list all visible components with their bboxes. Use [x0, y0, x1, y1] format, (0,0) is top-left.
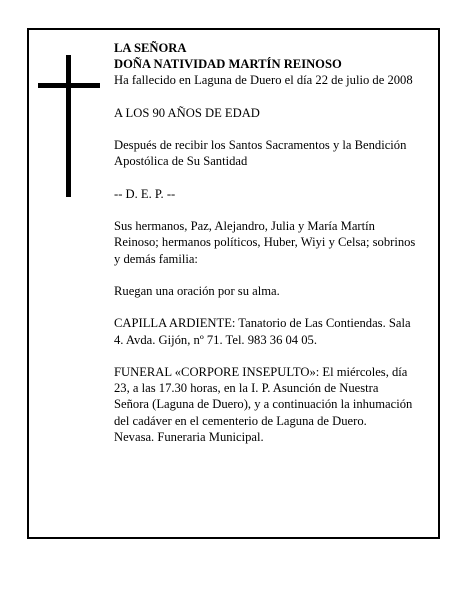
notice-text — [114, 40, 416, 445]
prayer-line: Ruegan una oración por su alma. — [114, 283, 280, 298]
sacraments-line: Después de recibir los Santos Sacramentos y la Bendición Apostólica de Su Santidad — [114, 138, 407, 169]
title-line-1: LA SEÑORA — [114, 41, 187, 55]
age-line: A LOS 90 AÑOS DE EDAD — [114, 105, 260, 120]
cross-vertical-bar — [66, 55, 71, 197]
chapel-line: CAPILLA ARDIENTE: Tanatorio de Las Contiendas. Sala 4. Avda. Gijón, nº 71. Tel. 983 36 04 05. — [114, 316, 411, 347]
funeral-home-line: Nevasa. Funeraria Municipal. — [114, 429, 264, 444]
funeral-line: FUNERAL «CORPORE INSEPULTO»: El miércoles, día 23, a las 17.30 horas, en la I. P. Asunción de Nuestra Señora (Laguna de Duero), y a continuación la inhumación del cadáver en el cementerio de Laguna de Duero. — [114, 364, 413, 428]
cross-horizontal-bar — [38, 83, 100, 88]
family-line: Sus hermanos, Paz, Alejandro, Julia y María Martín Reinoso; hermanos políticos, Huber, Wiyi y Celsa; sobrinos y demás familia: — [114, 219, 416, 266]
rip-line: -- D. E. P. -- — [114, 186, 176, 201]
death-info: Ha fallecido en Laguna de Duero el día 22 de julio de 2008 — [114, 73, 413, 88]
deceased-name: DOÑA NATIVIDAD MARTÍN REINOSO — [114, 57, 342, 72]
